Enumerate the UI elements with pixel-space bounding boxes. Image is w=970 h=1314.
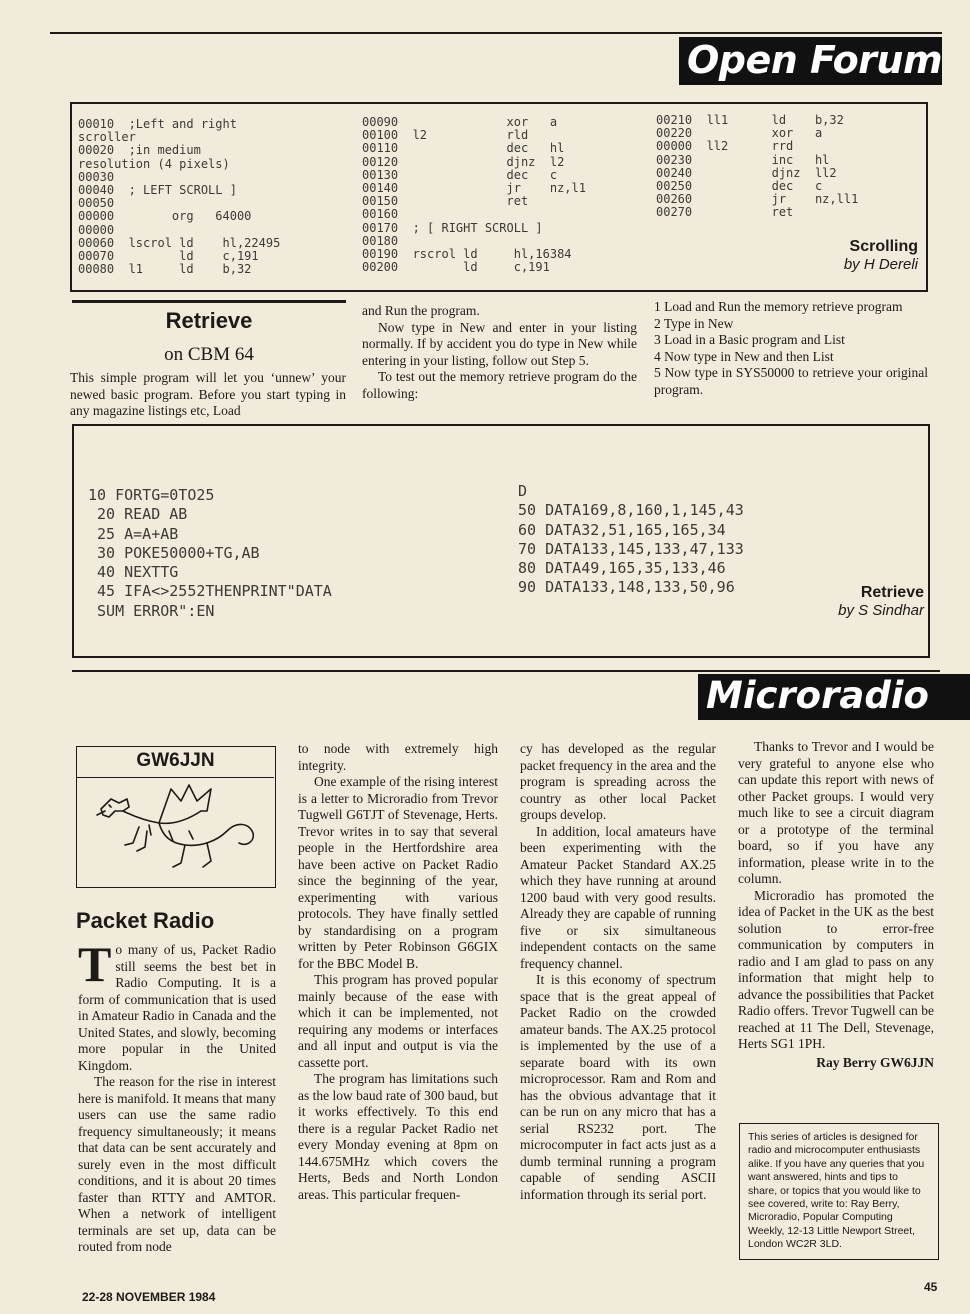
open-forum-banner: Open Forum <box>679 37 942 85</box>
col2-p2: One example of the rising interest is a letter to Microradio from Trevor Tugwell G6TJT of Stevenage, Herts. Trevor writes in to say that several people in the Hertfordshire area have been active on Packet Radio since the beginning of the year, experimenting with various protocols. They have finally settled by standardising on a program written by Peter Robinson G6GIX for the BBC Model B. <box>298 774 498 971</box>
col4-p2: Microradio has promoted the idea of Packet in the UK as the best solution to error-free communication by computers in radio and I am glad to pass on any information that might help to advance the possibilities that Packet Radio offers. Trevor Tugwell can be reached at 11 The Dell, Stevenage, Herts SG1 1PH. <box>738 887 934 1051</box>
scrolling-listing-col2: 00090 xor a 00100 l2 rld 00110 dec hl 00120 djnz l2 00130 dec c 00140 jr nz,l1 00150 ret 00160 00170 ; [ RIGHT SCROLL ] 00180 00190 rscrol ld hl,16384 00200 ld c,191 <box>362 115 586 275</box>
microradio-col3 <box>520 741 716 1203</box>
retrieve-listing-box <box>72 424 930 658</box>
microradio-col1 <box>78 936 276 1256</box>
scrolling-listing-col3: 00210 ll1 ld b,32 00220 xor a 00000 ll2 rrd 00230 inc hl 00240 djnz ll2 00250 dec c 00260 jr nz,ll1 00270 ret <box>656 113 859 220</box>
retrieve-listing-left: 10 FORTG=0TO25 20 READ AB 25 A=A+AB 30 POKE50000+TG,AB 40 NEXTTG 45 IFA<>2552THENPRINT"DATA SUM ERROR":EN <box>88 486 332 620</box>
retrieve-listing-right: D 50 DATA169,8,160,1,145,43 60 DATA32,51,165,165,34 70 DATA133,145,133,47,133 80 DATA49,165,35,133,46 90 DATA133,148,133,50,96 <box>518 482 744 597</box>
scrolling-title: Scrolling <box>849 238 918 255</box>
col3-p1: cy has developed as the regular packet frequency in the area and the program is spreading across the country as other local Packet groups develop. <box>520 741 716 822</box>
microradio-col4 <box>738 739 934 1071</box>
retrieve-credit <box>838 584 924 619</box>
packet-radio-heading: Packet Radio <box>76 908 215 933</box>
retrieve-col1-text: This simple program will let you ‘unnew’ your newed basic program. Before you start typing in any magazine listings etc, Load <box>70 370 346 418</box>
top-rule <box>50 32 942 34</box>
retrieve-step: 1 Load and Run the memory retrieve program <box>654 299 903 314</box>
col2-p3: This program has proved popular mainly because of the ease with which it can be implemented, not requiring any modems or interfaces and all input and output is via the cassette port. <box>298 972 498 1070</box>
retrieve-col2-p3: To test out the memory retrieve program do the following: <box>362 369 637 401</box>
col2-p1: to node with extremely high integrity. <box>298 741 498 773</box>
col1-p1: o many of us, Packet Radio still seems the best bet in Radio Computing. It is a form of communication that is used in Amateur Radio in Canada and the United States, and slowly, becoming more popular in the United Kingdom. <box>78 942 276 1073</box>
page-number: 45 <box>924 1280 938 1294</box>
author-signature: Ray Berry GW6JJN <box>816 1054 934 1070</box>
col2-p4: The program has limitations such as the low baud rate of 300 baud, but it works effectively. To this end there is a regular Packet Radio net every Monday evening at 8pm on 144.675MHz which covers the Herts, Beds and North London areas. This particular frequen- <box>298 1071 498 1202</box>
col1-p2: The reason for the rise in interest here is manifold. It means that many users can use the same radio frequency simultaneously; it means that data can be sent accurately and surely even in the most difficult conditions, and it is about 20 times faster than RTTY and AMTOR. When a network of intelligent terminals are set up, data can be routed from node <box>78 1074 276 1254</box>
issue-date: 22-28 NOVEMBER 1984 <box>82 1290 216 1304</box>
retrieve-col2-p1: and Run the program. <box>362 303 480 318</box>
scrolling-listing-box <box>70 102 928 292</box>
retrieve-step: 2 Type in New <box>654 315 734 331</box>
col4-p1: Thanks to Trevor and I would be very grateful to anyone else who can update this report with news of other Packet groups. I would very much like to see a circuit diagram or a prototype of the terminal board, so if you have any information, please write in to the column. <box>738 739 934 886</box>
col3-p3: It is this economy of spectrum space that is the great appeal of Packet Radio on the crowded amateur bands. The AX.25 protocol is implemented by the use of a separate board with its own microprocessor. Ram and Rom and has the obvious advantage that it can be run on any micro that has a serial RS232 port. The microcomputer in fact acts just as a dumb terminal running a program capable of sending ASCII information through its serial port. <box>520 972 716 1202</box>
retrieve-col2-p2: Now type in New and enter in your listing normally. If by accident you do type in New while entering in your listing, follow out Step 5. <box>362 319 637 368</box>
retrieve-step: 3 Load in a Basic program and List <box>654 332 845 347</box>
retrieve-rule <box>72 300 346 303</box>
col3-p2: In addition, local amateurs have been experimenting with the Amateur Packet Standard AX.25 which they have running at around 1200 baud with very good results. Already they are capable of running five or six simultaneous independent contacts on the same frequency channel. <box>520 823 716 971</box>
callsign-label: GW6JJN <box>77 747 274 778</box>
scrolling-author: by H Dereli <box>843 256 918 273</box>
info-box <box>739 1123 939 1260</box>
scrolling-credit <box>844 238 918 273</box>
microradio-col2 <box>298 741 498 1203</box>
retrieve-steps <box>654 299 928 398</box>
welsh-dragon-icon <box>89 781 261 881</box>
retrieve-title: Retrieve <box>165 308 253 333</box>
scrolling-listing-col1: 00010 ;Left and right scroller 00020 ;in medium resolution (4 pixels) 00030 00040 ; LEFT SCROLL ] 00050 00000 org 64000 00000 00060 lscrol ld hl,22495 00070 ld c,191 00080 l1 ld b,32 <box>78 117 281 277</box>
retrieve-step: 4 Now type in New and then List <box>654 348 834 364</box>
microradio-rule <box>72 670 940 672</box>
callsign-logo-box <box>76 746 276 888</box>
info-box-text: This series of articles is designed for radio and microcomputer enthusiasts alike. If you have any queries that you want answered, hints and tips to share, or topics that you would like to see covered, write to: Ray Berry, Microradio, Popular Computing Weekly, 12-13 Little Newport Street, London WC2R 3LD. <box>748 1131 925 1251</box>
retrieve-col2 <box>362 303 637 402</box>
microradio-banner: Microradio <box>698 674 970 720</box>
retrieve-credit-author: by S Sindhar <box>838 602 924 619</box>
retrieve-subtitle: on CBM 64 <box>164 344 254 365</box>
retrieve-credit-title: Retrieve <box>860 584 924 601</box>
drop-cap: T <box>78 936 112 992</box>
retrieve-step: 5 Now type in SYS50000 to retrieve your original program. <box>654 365 928 397</box>
